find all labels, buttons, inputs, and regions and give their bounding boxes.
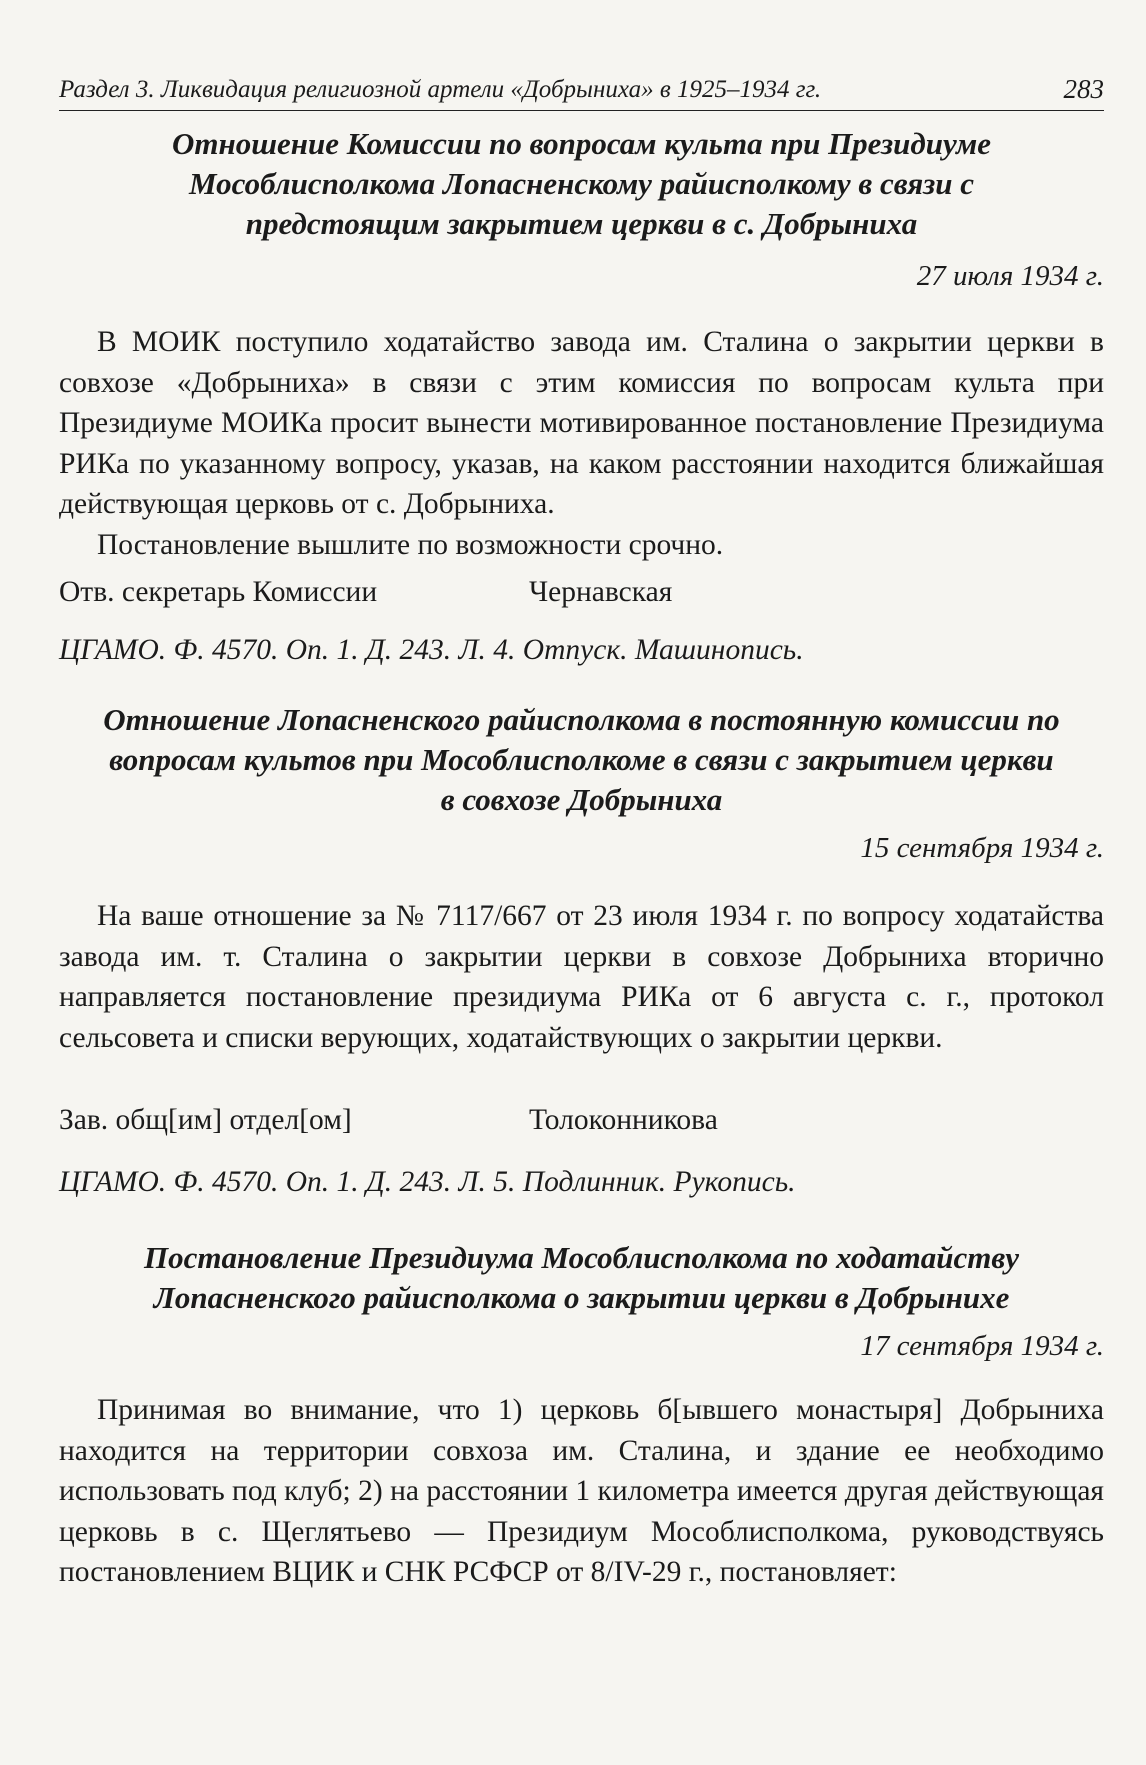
document-title: Отношение Лопасненского райисполкома в постоянную комиссии по вопросам культов при Мособлисполкоме в связи с закрытием церкви в совхозе Добрыниха xyxy=(103,702,1060,817)
paragraph: В МОИК поступило ходатайство завода им. Сталина о закрытии церкви в совхозе «Добрыниха» в связи с этим комиссия по вопросам культа при Президиуме МОИКа просит вынести мотивированное постановление Президиума РИКа по указанному вопросу, указав, на каком расстоянии находится ближайшая действующая церковь от с. Добрыниха. xyxy=(59,326,1104,520)
running-head xyxy=(59,70,1104,111)
document-1-date-wrap xyxy=(59,256,1104,296)
document-title: Отношение Комиссии по вопросам культа при Президиуме Мособлисполкома Лопасненскому райисполкому в связи с предстоящим закрытием церкви в с. Добрыниха xyxy=(172,126,991,241)
paragraph: Принимая во внимание, что 1) церковь б[ывшего монастыря] Добрыниха находится на территории совхоза им. Сталина, и здание ее необходимо использовать под клуб; 2) на расстоянии 1 километра имеется другая действующая церковь в с. Щеглятьево — Президиум Мособлисполкома, руководствуясь постановлением ВЦИК и СНК РСФСР от 8/IV-29 г., постановляет: xyxy=(59,1394,1104,1588)
document-1-source-wrap xyxy=(59,630,1104,670)
document-date: 27 июля 1934 г. xyxy=(916,260,1104,292)
document-2-body xyxy=(59,896,1104,1058)
document-1 xyxy=(59,124,1104,244)
document-3-date-wrap xyxy=(59,1326,1104,1366)
signature-name: Толоконникова xyxy=(529,1104,718,1136)
page xyxy=(59,70,1104,1750)
document-2-source-wrap xyxy=(59,1162,1104,1202)
archive-source: ЦГАМО. Ф. 4570. Оп. 1. Д. 243. Л. 4. Отпуск. Машинопись. xyxy=(59,634,804,666)
signature-name: Чернавская xyxy=(529,576,673,608)
signature-role: Отв. секретарь Комиссии xyxy=(59,576,378,608)
paragraph: Постановление вышлите по возможности срочно. xyxy=(97,528,724,561)
signature-role: Зав. общ[им] отдел[ом] xyxy=(59,1104,352,1136)
document-title: Постановление Президиума Мособлисполкома по ходатайству Лопасненского райисполкома о закрытии церкви в Добрынихе xyxy=(143,1240,1020,1315)
signature xyxy=(59,572,1104,612)
paragraph: На ваше отношение за № 7117/667 от 23 июля 1934 г. по вопросу ходатайства завода им. т. Сталина о закрытии церкви в совхозе Добрыниха вторично направляется постановление президиума РИКа от 6 августа с. г., протокол сельсовета и списки верующих, ходатайствующих о закрытии церкви. xyxy=(59,900,1104,1054)
document-3-body xyxy=(59,1390,1104,1593)
document-1-body xyxy=(59,322,1104,565)
document-2-date-wrap xyxy=(59,828,1104,868)
document-date: 15 сентября 1934 г. xyxy=(860,832,1104,864)
document-2 xyxy=(59,700,1104,820)
signature xyxy=(59,1100,1104,1140)
running-title: Раздел 3. Ликвидация религиозной артели «Добрыниха» в 1925–1934 гг. xyxy=(59,76,822,103)
archive-source: ЦГАМО. Ф. 4570. Оп. 1. Д. 243. Л. 5. Подлинник. Рукопись. xyxy=(59,1166,796,1198)
document-date: 17 сентября 1934 г. xyxy=(860,1330,1104,1362)
page-number: 283 xyxy=(1063,74,1104,104)
document-3 xyxy=(59,1238,1104,1318)
